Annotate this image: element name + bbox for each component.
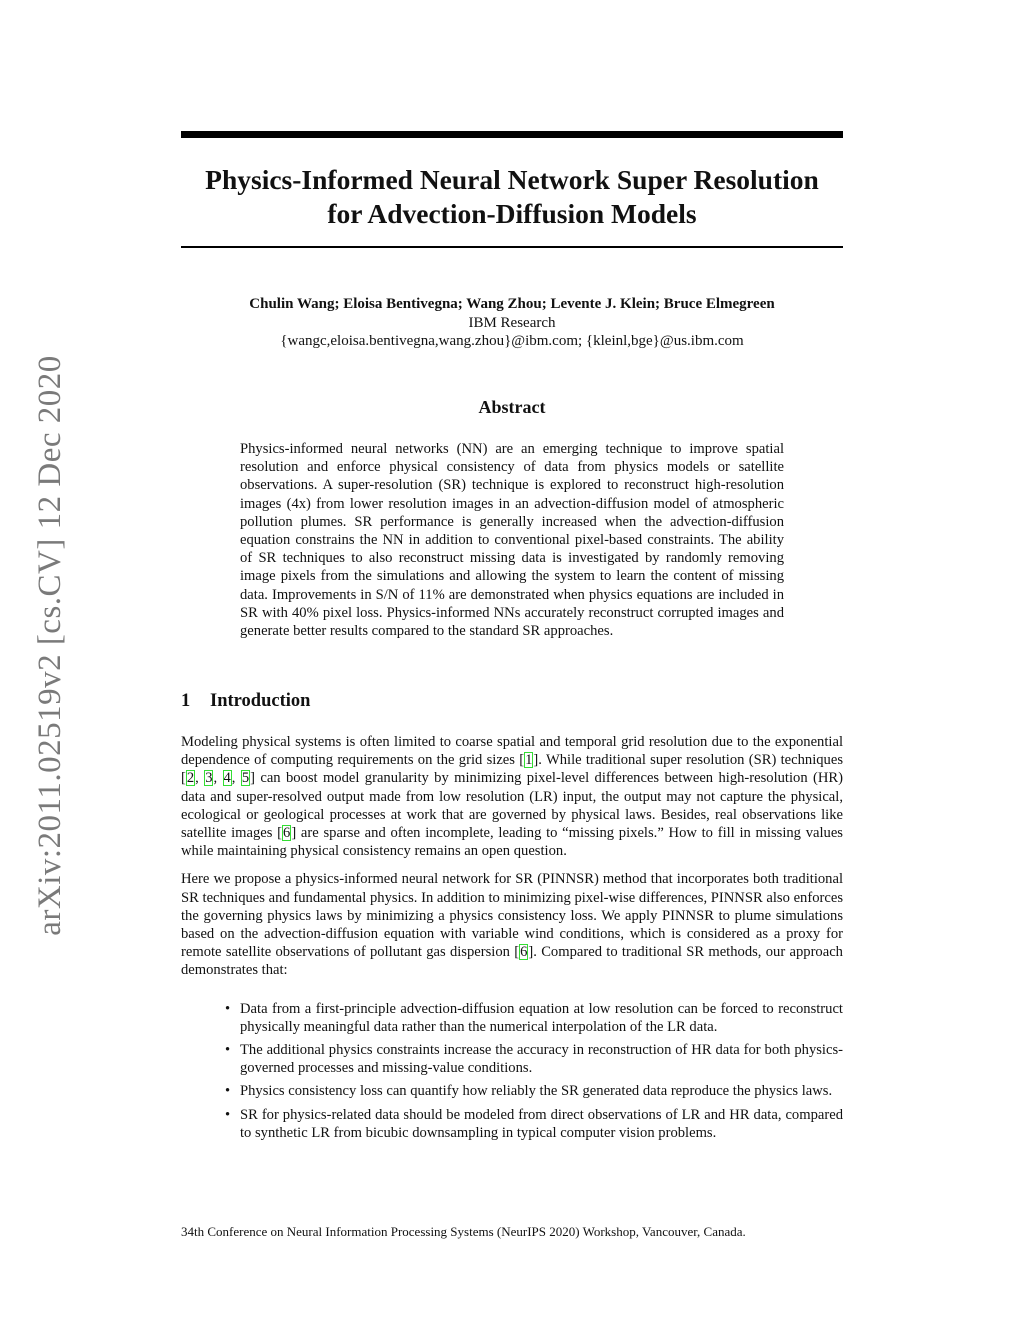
- citation-link[interactable]: 6: [283, 825, 291, 842]
- abstract-heading: Abstract: [478, 397, 546, 417]
- text-run: ,: [213, 770, 223, 787]
- text-run: ]. Compared to traditional SR methods, our approach demonstrates that:: [181, 944, 843, 979]
- title-top-rule: [181, 131, 843, 138]
- author-block: [181, 295, 843, 351]
- contribution-list: [181, 1000, 843, 1142]
- text-run: ] are sparse and often incomplete, leading to “missing pixels.” How to fill in missing values while maintaining physical consistency remains an open question.: [181, 825, 843, 860]
- list-item: • Data from a first-principle advection-diffusion equation at low resolution can be forced to reconstruct physically meaningful data rather than the numerical interpolation of the LR data.: [240, 1000, 843, 1036]
- arxiv-stamp: [30, 350, 70, 940]
- paper-title-line-1: Physics-Informed Neural Network Super Resolution: [205, 164, 819, 195]
- text-run: ,: [195, 770, 205, 787]
- section-heading-introduction: [181, 691, 310, 712]
- citation-link[interactable]: 6: [520, 944, 528, 961]
- citation-link[interactable]: 3: [205, 770, 213, 787]
- text-run: ] can boost model granularity by minimizing pixel-level differences between high-resolution (HR) data and super-resolved output made from low resolution (LR) input, the output may not capture the physical, ecological or geological processes at work that are governed by physical laws. Besides, real observations like satellite images [: [181, 770, 843, 842]
- paper-title-line-2: for Advection-Diffusion Models: [327, 198, 697, 229]
- paper-title: [181, 163, 843, 231]
- author-names: Chulin Wang; Eloisa Bentivegna; Wang Zhou; Levente J. Klein; Bruce Elmegreen: [249, 296, 775, 312]
- list-item: • SR for physics-related data should be modeled from direct observations of LR and HR data, compared to synthetic LR from bicubic downsampling in typical computer vision problems.: [240, 1106, 843, 1142]
- abstract-text: Physics-informed neural networks (NN) are an emerging technique to improve spatial resolution and enforce physical consistency of data from physics models or satellite observations. A super-resolution (SR) technique is explored to reconstruct high-resolution images (4x) from lower resolution images in an advection-diffusion model of atmospheric pollution plumes. SR performance is generally increased when the advection-diffusion equation constrains the NN in addition to conventional pixel-based constraints. The ability of SR techniques to also reconstruct missing data is investigated by randomly removing image pixels from the simulations and allowing the system to learn the content of missing data. Improvements in S/N of 11% are demonstrated when physics equations are included in SR with 40% pixel loss. Physics-informed NNs accurately reconstruct corrupted images and generate better results compared to the standard SR approaches.: [240, 441, 784, 640]
- author-affiliation: IBM Research: [468, 314, 556, 331]
- list-item: • Physics consistency loss can quantify how reliably the SR generated data reproduce the physics laws.: [240, 1082, 843, 1100]
- citation-link[interactable]: 2: [186, 770, 195, 787]
- section-title: Introduction: [210, 691, 311, 711]
- introduction-body: [181, 733, 843, 1147]
- text-run: ]. While traditional super resolution (SR) techniques [: [181, 752, 843, 787]
- citation-link[interactable]: 1: [525, 752, 533, 769]
- text-run: Here we propose a physics-informed neural network for SR (PINNSR) method that incorporates both traditional SR techniques and fundamental physics. In addition to minimizing pixel-wise differences, PINNSR also enforces the governing physics laws by minimizing a physics consistency loss. We apply PINNSR to plume simulations based on the advection-diffusion equation with variable wind conditions, which is considered as a proxy for remote satellite observations of pollutant gas dispersion [: [181, 871, 843, 961]
- title-bottom-rule: [181, 246, 843, 248]
- author-emails: {wangc,eloisa.bentivegna,wang.zhou}@ibm.com; {kleinl,bge}@us.ibm.com: [280, 333, 744, 349]
- arxiv-stamp-text: arXiv:2011.02519v2 [cs.CV] 12 Dec 2020: [31, 354, 68, 936]
- text-run: ,: [231, 770, 241, 787]
- text-run: Modeling physical systems is often limited to coarse spatial and temporal grid resolution due to the exponential dependence of computing requirements on the grid sizes [: [181, 734, 843, 769]
- list-item: • The additional physics constraints increase the accuracy in reconstruction of HR data for both physics-governed processes and missing-value conditions.: [240, 1041, 843, 1077]
- intro-paragraph-2: [181, 870, 843, 979]
- intro-paragraph-1: [181, 733, 843, 860]
- section-number: 1: [181, 691, 191, 711]
- conference-footnote: 34th Conference on Neural Information Processing Systems (NeurIPS 2020) Workshop, Vancouver, Canada.: [181, 1224, 746, 1239]
- citation-link[interactable]: 4: [223, 770, 231, 787]
- citation-link[interactable]: 5: [241, 770, 250, 787]
